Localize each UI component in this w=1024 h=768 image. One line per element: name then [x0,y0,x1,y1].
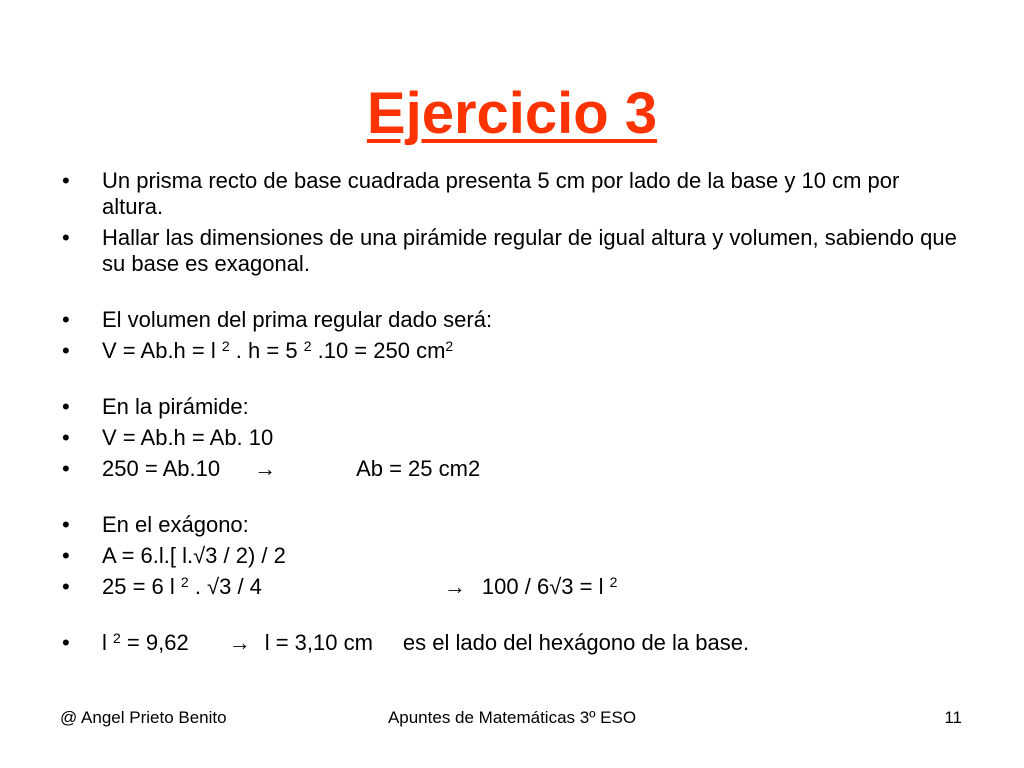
footer-author: @ Angel Prieto Benito [60,708,227,727]
bullet-statement-2: • Hallar las dimensiones de una pirámide regular de igual altura y volumen, sabiendo que su base es exagonal. [60,225,960,277]
formula-part: l [102,630,107,655]
bullet-statement-1: • Un prisma recto de base cuadrada presenta 5 cm por lado de la base y 10 cm por altura. [60,168,960,220]
bullet-hexagon-intro: • En el exágono: [60,512,960,538]
arrow-icon: → [228,630,251,655]
superscript: 2 [609,574,618,590]
bullet-hexagon-area: • A = 6.l.[ l.√3 / 2) / 2 [60,543,960,569]
formula-part: . h = 5 [229,338,298,363]
bullet-pyramid-intro: • En la pirámide: [60,394,960,420]
formula-part: . √3 / 4 [188,574,262,599]
bullet-prism-volume-intro: • El volumen del prima regular dado será: [60,307,960,333]
superscript: 2 [221,338,230,354]
superscript: 2 [445,338,454,354]
superscript: 2 [113,630,121,646]
superscript: 2 [303,338,312,354]
bullet-prism-volume-formula [60,338,960,364]
formula-part: 100 / 6√3 = l [481,574,604,599]
formula-part: 25 = 6 l [102,574,175,599]
arrow-icon: → [254,456,277,481]
formula-part: l = 3,10 cm [264,630,373,655]
superscript: 2 [180,574,189,590]
footer-course: Apuntes de Matemáticas 3º ESO [387,708,637,727]
slide-title: Ejercicio 3 [366,81,658,146]
formula-part: es el lado del hexágono de la base. [402,630,750,655]
bullet-pyramid-formula: • V = Ab.h = Ab. 10 [60,425,960,451]
footer-page-number: 11 [944,708,962,727]
formula-part: 250 = Ab.10 [102,456,221,481]
bullet-list [60,168,960,656]
formula-part: = 9,62 [120,630,189,655]
formula-part: .10 = 250 cm [311,338,446,363]
formula-part: V = Ab.h = l [102,338,216,363]
bullet-base-area [60,456,960,482]
bullet-result [60,630,960,656]
bullet-hexagon-equation [60,574,960,600]
arrow-icon: → [443,574,466,599]
formula-part: Ab = 25 cm2 [356,456,481,481]
